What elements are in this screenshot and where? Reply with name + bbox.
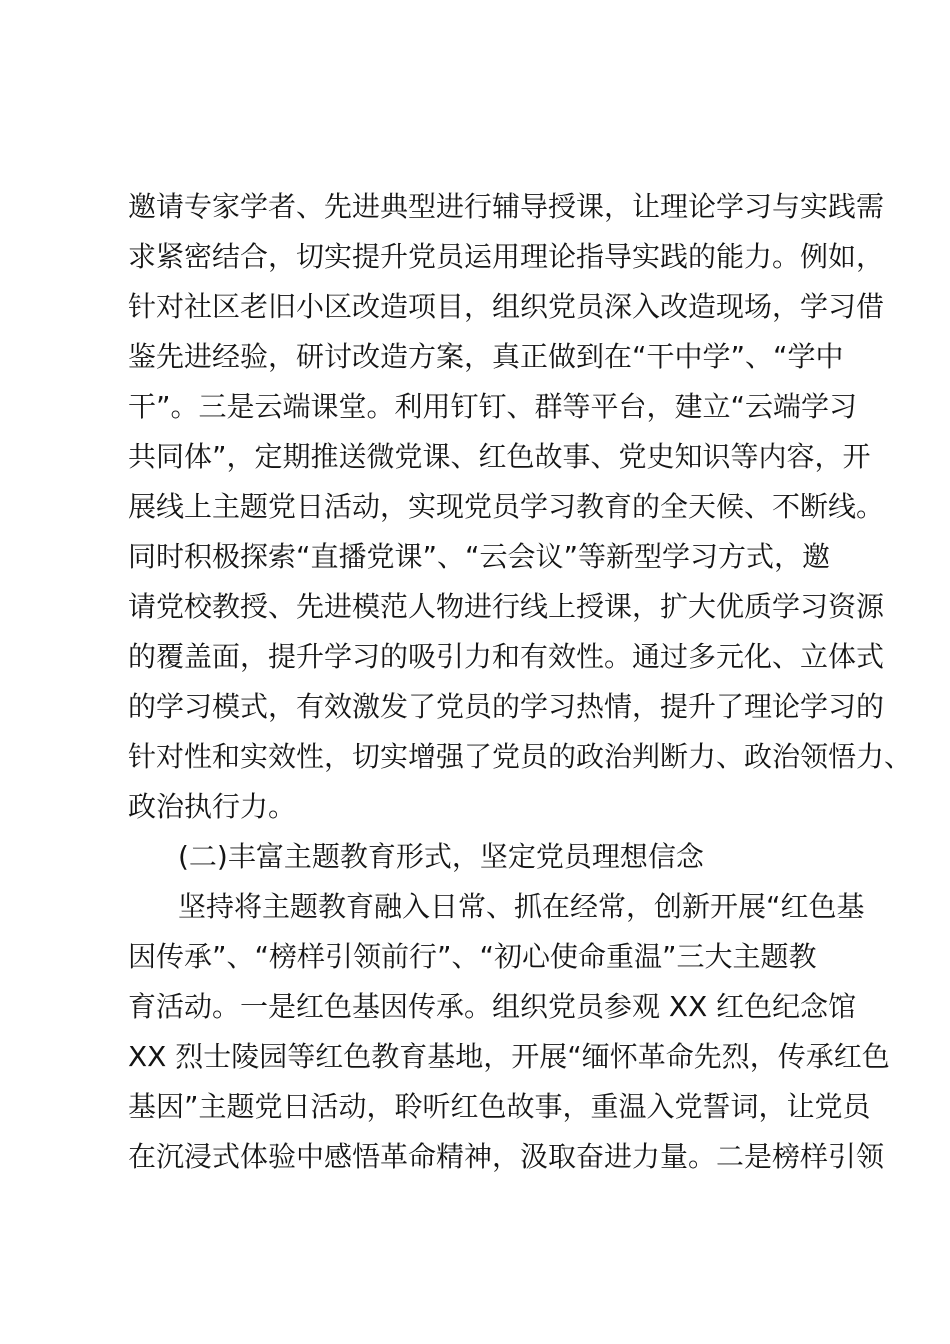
body-line: 因传承”、“榜样引领前行”、“初心使命重温”三大主题教	[128, 940, 817, 973]
body-line: XX 烈士陵园等红色教育基地，开展“缅怀革命先烈，传承红色	[128, 1040, 890, 1073]
body-line: 育活动。一是红色基因传承。组织党员参观 XX 红色纪念馆	[128, 990, 857, 1023]
document-body	[128, 182, 913, 1182]
section-heading: (二)丰富主题教育形式，坚定党员理想信念	[178, 840, 704, 873]
body-line: 鉴先进经验，研讨改造方案，真正做到在“干中学”、“学中	[128, 340, 844, 373]
body-line: 的覆盖面，提升学习的吸引力和有效性。通过多元化、立体式	[128, 640, 885, 673]
body-line: 请党校教授、先进模范人物进行线上授课，扩大优质学习资源	[128, 590, 885, 623]
body-line: 求紧密结合，切实提升党员运用理论指导实践的能力。例如，	[128, 240, 885, 273]
body-line: 针对性和实效性，切实增强了党员的政治判断力、政治领悟力、	[128, 740, 913, 773]
body-line: 干”。三是云端课堂。利用钉钉、群等平台，建立“云端学习	[128, 390, 858, 423]
body-line: 基因”主题党日活动，聆听红色故事，重温入党誓词，让党员	[128, 1090, 871, 1123]
body-line: 在沉浸式体验中感悟革命精神，汲取奋进力量。二是榜样引领	[128, 1140, 885, 1173]
body-line: 的学习模式，有效激发了党员的学习热情，提升了理论学习的	[128, 690, 885, 723]
body-line: 政治执行力。	[128, 790, 297, 823]
body-line: 针对社区老旧小区改造项目，组织党员深入改造现场，学习借	[128, 290, 885, 323]
body-line: 展线上主题党日活动，实现党员学习教育的全天候、不断线。	[128, 490, 885, 523]
body-line: 同时积极探索“直播党课”、“云会议”等新型学习方式，邀	[128, 540, 831, 573]
body-line: 邀请专家学者、先进典型进行辅导授课，让理论学习与实践需	[128, 190, 885, 223]
body-line: 共同体”，定期推送微党课、红色故事、党史知识等内容，开	[128, 440, 871, 473]
body-line: 坚持将主题教育融入日常、抓在经常，创新开展“红色基	[178, 890, 865, 923]
